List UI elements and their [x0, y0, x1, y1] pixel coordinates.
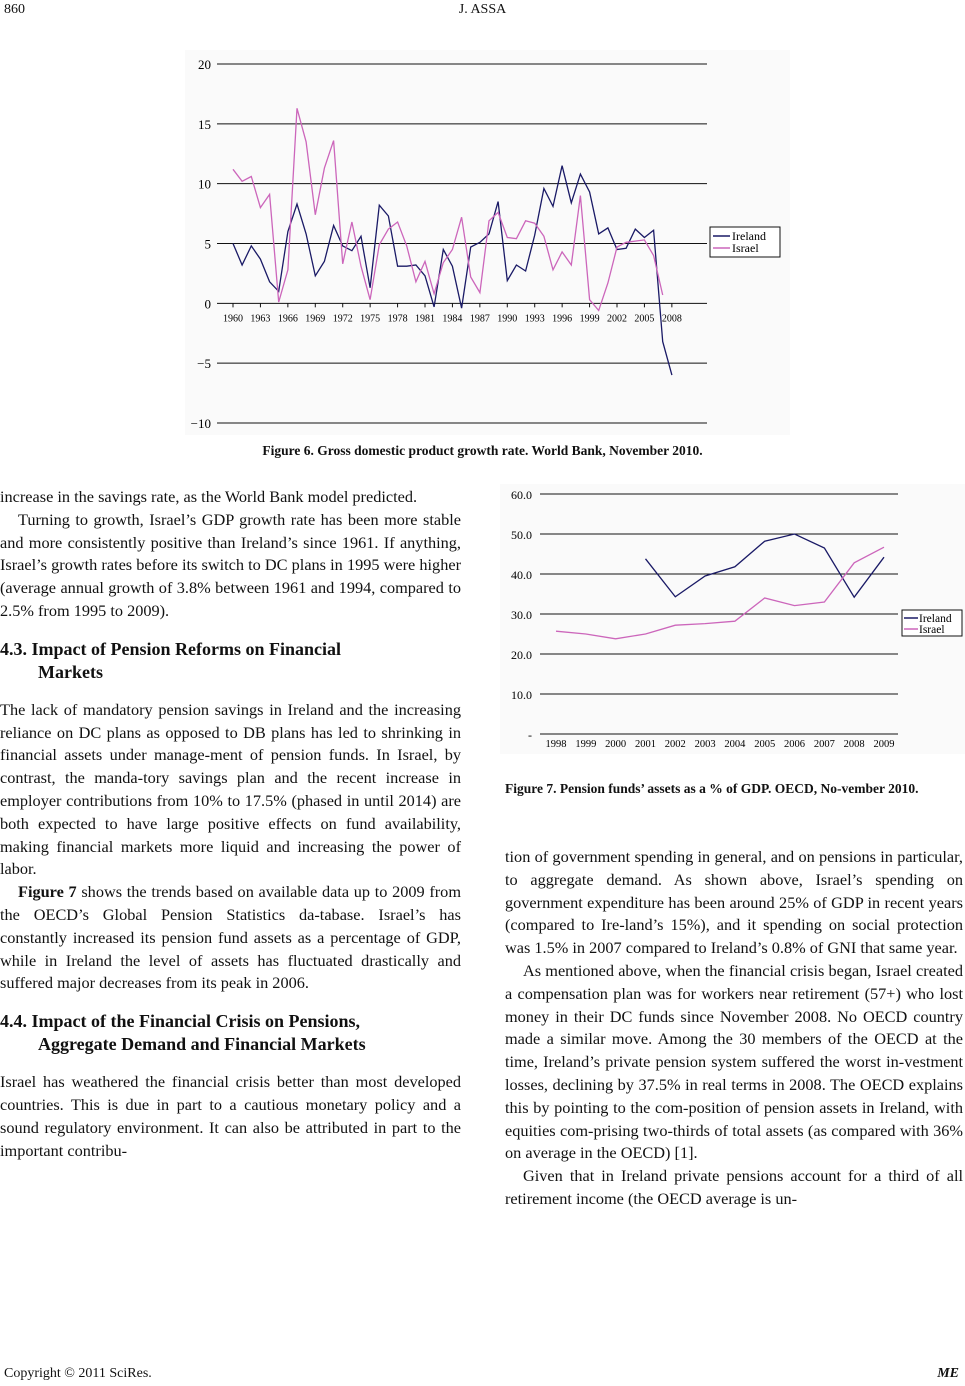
legend — [902, 610, 962, 636]
footer-journal: ME — [937, 1366, 959, 1381]
y-tick-label: 30.0 — [511, 608, 532, 622]
x-tick-label: 1999 — [579, 313, 600, 325]
x-tick-label: 2005 — [754, 739, 776, 750]
x-tick-label: 2006 — [784, 739, 806, 750]
legend — [710, 227, 780, 257]
x-tick-label: 1996 — [552, 313, 573, 325]
x-tick-label: 1969 — [305, 313, 326, 325]
paragraph: Given that in Ireland private pensions account for a third of all retirement income (the OECD average is un- — [505, 1166, 963, 1208]
x-tick-label: 1990 — [497, 313, 518, 325]
x-tick-label: 1960 — [223, 313, 243, 325]
x-tick-label: 1984 — [442, 313, 463, 325]
figure-7-reference: Figure 7 — [18, 882, 77, 902]
figure-7-caption: Figure 7. Pension funds’ assets as a % of GDP. OECD, No-vember 2010. — [505, 781, 919, 796]
paragraph: increase in the savings rate, as the World Bank model predicted. — [0, 487, 418, 506]
x-tick-label: 1972 — [332, 313, 353, 325]
y-tick-label: 20 — [198, 57, 211, 72]
x-tick-label: 1981 — [415, 313, 435, 325]
chart-background — [185, 50, 790, 435]
y-tick-label: 60.0 — [511, 488, 532, 502]
legend-label-ireland: Ireland — [919, 613, 952, 625]
x-tick-label: 1963 — [250, 313, 271, 325]
x-tick-label: 1993 — [524, 313, 545, 325]
x-tick-label: 2008 — [843, 739, 865, 750]
paragraph — [0, 881, 461, 995]
paragraph: tion of government spending in general, and on pensions in particular, to aggregate demand. As shown above, Israel’s spending on government expenditure has been around 25% of GDP in recent years (compared to Ire-land’s 15%), and it spending on social protection was 1.5% in 2007 compared to Ireland’s 0.8% of GNI that same year. — [505, 847, 963, 958]
paragraph-text: shows the trends based on available data up to 2009 from the OECD’s Global Pension Statistics da-tabase. Israel’s has constantly increased its pension fund assets as a percentage of GDP, while in Ireland the level of assets has fluctuated drastically and suffered major decreases from its peak in 2006. — [0, 882, 461, 993]
paragraph: Turning to growth, Israel’s GDP growth rate has been more stable and more consistently positive than Ireland’s since 1961. If anything, Israel’s growth rates before its switch to DC plans in 1995 were higher (average annual growth of 3.8% between 1961 and 1994, compared to 2.5% from 1995 to 2009). — [0, 509, 461, 620]
legend-label-israel: Israel — [919, 624, 945, 636]
x-tick-label: 2008 — [661, 313, 682, 325]
heading-line: Markets — [38, 661, 103, 682]
x-tick-label: 1975 — [360, 313, 381, 325]
x-tick-label: 1978 — [387, 313, 408, 325]
paragraph: The lack of mandatory pension savings in Ireland and the increasing reliance on DC plans as opposed to DB plans has led to shrinking in financial assets under manage-ment of pension funds. In Israel, by contrast, the manda-tory savings plan and the recent increase in employer contributions from 10% to 17.5% (phased in until 2014) are both expected to have large positive effects on fund availability, making financial markets more liquid and increasing the power of labor. — [0, 699, 461, 879]
x-tick-label: 2002 — [664, 739, 686, 750]
x-tick-label: 2001 — [634, 739, 656, 750]
footer-copyright: Copyright © 2011 SciRes. — [4, 1366, 152, 1381]
x-tick-label: 1998 — [545, 739, 567, 750]
figure-6-chart — [185, 50, 790, 435]
y-tick-label: 5 — [204, 236, 211, 252]
x-tick-label: 2002 — [607, 313, 627, 325]
y-tick-label: 10.0 — [511, 688, 532, 702]
paragraph: As mentioned above, when the financial crisis began, Israel created a compensation plan was for workers near retirement (57+) who lost money in their DC funds since November 2008. No OECD country made a similar move. Among the 30 members of the OECD at the time, Ireland’s private pension system suffered the worst in-vestment losses, declining by 37.5% in real terms in 2008. The OECD explains this by pointing to the com-position of pension assets in Ireland, with equities com-prising two-thirds of total assets (as compared with 36% on average in the OECD) [1]. — [505, 960, 963, 1163]
y-tick-label: 40.0 — [511, 568, 532, 582]
paragraph: Israel has weathered the financial crisis better than most developed countries. This is due in part to a cautious monetary policy and a sound regulatory environment. It can also be attributed in part to the important contribu- — [0, 1072, 461, 1160]
y-tick-label: 0 — [204, 296, 211, 312]
right-column — [505, 846, 963, 1211]
running-head-author: J. ASSA — [458, 2, 507, 17]
figure-6-caption: Figure 6. Gross domestic product growth rate. World Bank, November 2010. — [262, 443, 703, 458]
legend-label-ireland: Ireland — [732, 229, 766, 243]
x-tick-label: 2007 — [813, 739, 835, 750]
y-tick-label: −5 — [197, 356, 211, 372]
y-tick-label: 50.0 — [511, 528, 532, 542]
y-tick-label: - — [528, 728, 532, 742]
x-tick-label: 2000 — [605, 739, 627, 750]
x-tick-label: 2004 — [724, 739, 746, 750]
heading-line: 4.3. Impact of Pension Reforms on Financial — [0, 638, 341, 659]
x-tick-label: 2005 — [634, 313, 655, 325]
heading-line: 4.4. Impact of the Financial Crisis on Pensions, — [0, 1011, 361, 1032]
y-tick-label: 10 — [198, 176, 211, 192]
x-tick-label: 2003 — [694, 739, 716, 750]
x-tick-label: 1987 — [469, 313, 490, 325]
legend-label-israel: Israel — [732, 241, 759, 255]
x-tick-label: 1999 — [575, 739, 597, 750]
left-column — [0, 486, 461, 1162]
figure-7-chart — [500, 484, 965, 754]
heading-line: Aggregate Demand and Financial Markets — [38, 1034, 366, 1055]
y-tick-label: −10 — [190, 416, 211, 431]
x-tick-label: 1966 — [277, 313, 298, 325]
x-tick-label: 2009 — [873, 739, 895, 750]
page-number: 860 — [4, 2, 25, 17]
y-tick-label: 20.0 — [511, 648, 532, 662]
section-heading-4-3 — [0, 638, 461, 684]
section-heading-4-4 — [0, 1010, 461, 1056]
chart-background — [500, 484, 965, 754]
y-tick-label: 15 — [198, 116, 211, 132]
